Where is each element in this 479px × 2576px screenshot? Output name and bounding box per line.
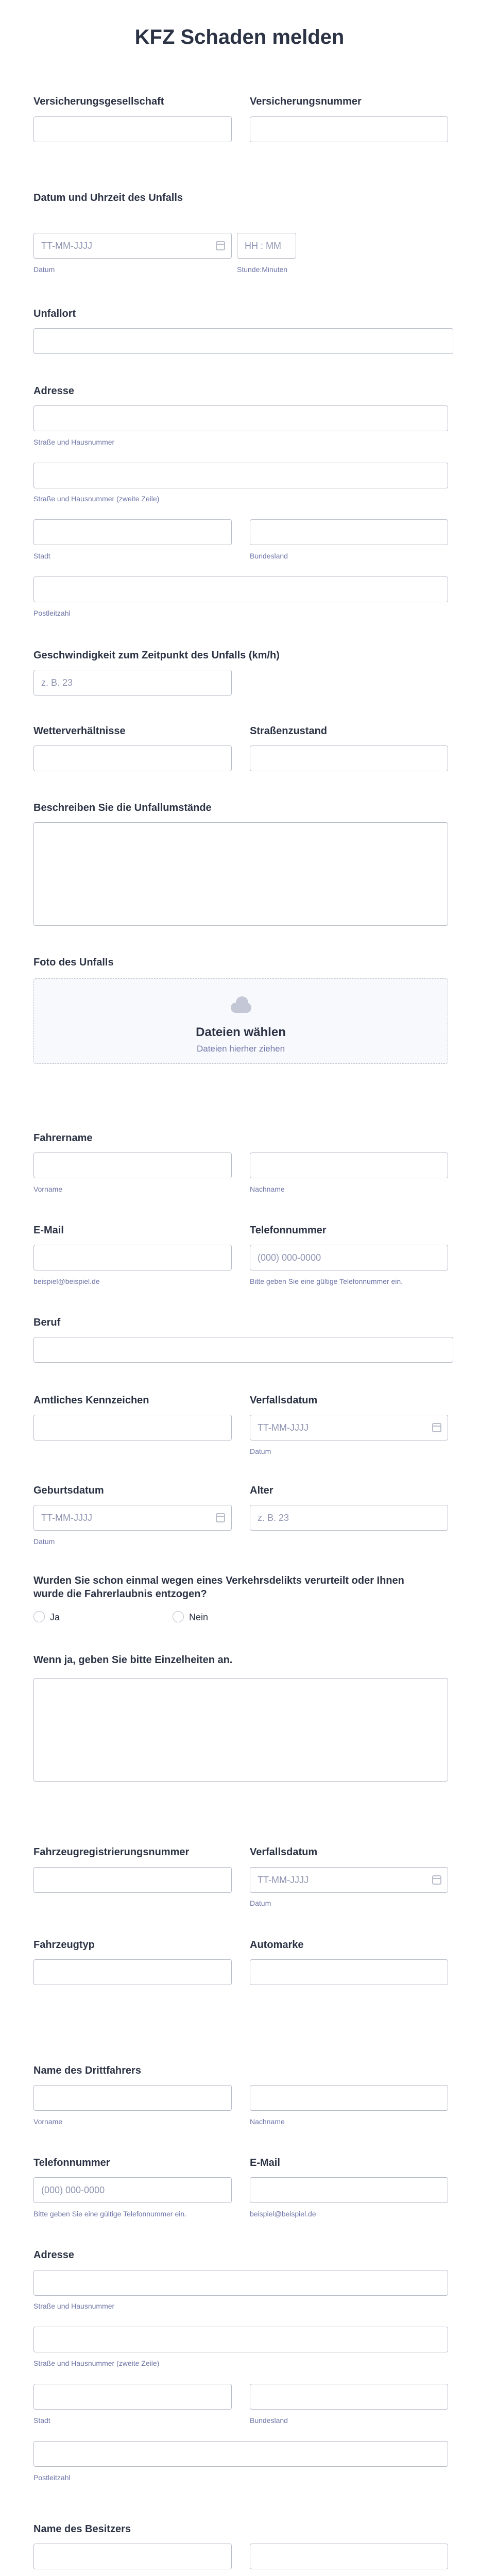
city-sublabel: Stadt — [33, 552, 50, 560]
third-street-input[interactable] — [33, 2270, 448, 2296]
calendar-icon[interactable] — [432, 1423, 441, 1432]
accident-place-input[interactable] — [33, 328, 453, 354]
brand-label: Automarke — [250, 1939, 304, 1951]
convicted-question: Wurden Sie schon einmal wegen eines Verkehrsdelikts verurteilt oder Ihnen wurde die Fahrerlaubnis entzogen? — [33, 1575, 404, 1600]
photo-label: Foto des Unfalls — [33, 957, 114, 968]
firstname-sublabel: Vorname — [33, 1185, 63, 1193]
state-sublabel: Bundesland — [250, 552, 288, 560]
third-address-label: Adresse — [33, 2249, 74, 2261]
third-firstname-input[interactable] — [33, 2085, 232, 2111]
insurance-number-input[interactable] — [250, 116, 448, 142]
driver-phone-label: Telefonnummer — [250, 1225, 327, 1236]
describe-label: Beschreiben Sie die Unfallumstände — [33, 802, 212, 814]
third-zip-input[interactable] — [33, 2441, 448, 2467]
vin-input[interactable] — [33, 1867, 232, 1893]
insurance-company-input[interactable] — [33, 116, 232, 142]
street2-sublabel: Straße und Hausnummer (zweite Zeile) — [33, 495, 160, 503]
accident-city-input[interactable] — [33, 519, 232, 545]
date-sublabel: Datum — [250, 1899, 271, 1907]
upload-subtitle: Dateien hierher ziehen — [196, 1044, 285, 1054]
vin-label: Fahrzeugregistrierungsnummer — [33, 1846, 190, 1858]
email-sublabel: beispiel@beispiel.de — [250, 2210, 316, 2218]
speed-input[interactable] — [33, 670, 232, 696]
accident-street2-input[interactable] — [33, 463, 448, 488]
zip-sublabel: Postleitzahl — [33, 609, 71, 617]
city-sublabel: Stadt — [33, 2416, 50, 2425]
age-placeholder: z. B. 23 — [258, 1513, 289, 1523]
details-textarea[interactable] — [33, 1678, 448, 1782]
third-street2-input[interactable] — [33, 2327, 448, 2352]
upload-title[interactable]: Dateien wählen — [196, 1025, 286, 1039]
date-sublabel: Datum — [33, 1537, 55, 1546]
accident-place-label: Unfallort — [33, 308, 76, 319]
phone-placeholder: (000) 000-0000 — [41, 2185, 105, 2195]
birth-date-input[interactable] — [33, 1505, 232, 1531]
accident-zip-input[interactable] — [33, 577, 448, 602]
vehicle-type-input[interactable] — [33, 1959, 232, 1985]
third-city-input[interactable] — [33, 2384, 232, 2410]
expiry-date-input[interactable] — [250, 1415, 448, 1440]
third-phone-label: Telefonnummer — [33, 2157, 110, 2168]
lastname-sublabel: Nachname — [250, 1185, 285, 1193]
job-label: Beruf — [33, 1317, 61, 1328]
date-placeholder: TT-MM-JJJJ — [258, 1422, 309, 1433]
owner-lastname-input[interactable] — [250, 2544, 448, 2569]
phone-sublabel: Bitte geben Sie eine gültige Telefonnummer ein. — [33, 2210, 187, 2218]
vehicle-type-label: Fahrzeugtyp — [33, 1939, 95, 1951]
accident-datetime-label: Datum und Uhrzeit des Unfalls — [33, 192, 183, 204]
third-name-label: Name des Drittfahrers — [33, 2065, 141, 2076]
driver-firstname-input[interactable] — [33, 1153, 232, 1178]
accident-street-input[interactable] — [33, 405, 448, 431]
road-input[interactable] — [250, 745, 448, 771]
accident-date-input[interactable] — [33, 233, 232, 259]
owner-firstname-input[interactable] — [33, 2544, 232, 2569]
accident-time-input[interactable] — [237, 233, 296, 259]
speed-placeholder: z. B. 23 — [41, 677, 73, 688]
street-sublabel: Straße und Hausnummer — [33, 2302, 115, 2310]
convicted-no-label[interactable]: Nein — [189, 1612, 209, 1622]
calendar-icon[interactable] — [432, 1875, 441, 1885]
expiry-label: Verfallsdatum — [250, 1395, 318, 1406]
driver-name-label: Fahrername — [33, 1132, 93, 1144]
brand-input[interactable] — [250, 1959, 448, 1985]
third-email-label: E-Mail — [250, 2157, 280, 2168]
third-lastname-input[interactable] — [250, 2085, 448, 2111]
driver-email-label: E-Mail — [33, 1225, 64, 1236]
expiry2-date-input[interactable] — [250, 1867, 448, 1893]
plate-label: Amtliches Kennzeichen — [33, 1395, 149, 1406]
date-sublabel: Datum — [250, 1447, 271, 1455]
lastname-sublabel: Nachname — [250, 2117, 285, 2126]
driver-expiry2-label: Verfallsdatum — [250, 1846, 318, 1858]
details-label: Wenn ja, geben Sie bitte Einzelheiten an. — [33, 1654, 233, 1666]
calendar-icon[interactable] — [216, 241, 225, 250]
page-title: KFZ Schaden melden — [134, 26, 345, 48]
convicted-no-radio[interactable] — [173, 1611, 184, 1622]
driver-email-input[interactable] — [33, 1245, 232, 1270]
driver-phone-input[interactable] — [250, 1245, 448, 1270]
third-phone-input[interactable] — [33, 2177, 232, 2203]
driver-lastname-input[interactable] — [250, 1153, 448, 1178]
birth-label: Geburtsdatum — [33, 1485, 104, 1496]
date-sublabel: Datum — [33, 265, 55, 274]
date-placeholder: TT-MM-JJJJ — [41, 241, 92, 251]
date-placeholder: TT-MM-JJJJ — [41, 1513, 92, 1523]
calendar-icon[interactable] — [216, 1513, 225, 1522]
plate-input[interactable] — [33, 1415, 232, 1440]
form-header — [0, 0, 479, 76]
weather-label: Wetterverhältnisse — [33, 725, 126, 737]
convicted-yes-radio[interactable] — [33, 1611, 45, 1622]
age-input[interactable] — [250, 1505, 448, 1531]
accident-state-input[interactable] — [250, 519, 448, 545]
street-sublabel: Straße und Hausnummer — [33, 438, 115, 446]
accident-address-label: Adresse — [33, 385, 74, 397]
third-state-input[interactable] — [250, 2384, 448, 2410]
cloud-upload-icon — [229, 996, 253, 1013]
phone-placeholder: (000) 000-0000 — [258, 1252, 321, 1263]
state-sublabel: Bundesland — [250, 2416, 288, 2425]
age-label: Alter — [250, 1485, 273, 1496]
owner-name-label: Name des Besitzers — [33, 2523, 131, 2535]
time-placeholder: HH : MM — [245, 241, 281, 251]
file-upload-area[interactable] — [33, 978, 448, 1064]
phone-sublabel: Bitte geben Sie eine gültige Telefonnummer ein. — [250, 1277, 403, 1285]
email-sublabel: beispiel@beispiel.de — [33, 1277, 100, 1285]
insurance-number-label: Versicherungsnummer — [250, 96, 362, 107]
road-label: Straßenzustand — [250, 725, 328, 737]
street2-sublabel: Straße und Hausnummer (zweite Zeile) — [33, 2359, 160, 2367]
firstname-sublabel: Vorname — [33, 2117, 63, 2126]
convicted-yes-label[interactable]: Ja — [50, 1612, 60, 1622]
weather-input[interactable] — [33, 745, 232, 771]
describe-textarea[interactable] — [33, 822, 448, 926]
insurance-company-label: Versicherungsgesellschaft — [33, 96, 164, 107]
zip-sublabel: Postleitzahl — [33, 2473, 71, 2482]
speed-label: Geschwindigkeit zum Zeitpunkt des Unfalls (km/h) — [33, 650, 280, 661]
third-email-input[interactable] — [250, 2177, 448, 2203]
job-input[interactable] — [33, 1337, 453, 1363]
time-sublabel: Stunde:Minuten — [237, 265, 288, 274]
date-placeholder: TT-MM-JJJJ — [258, 1875, 309, 1885]
